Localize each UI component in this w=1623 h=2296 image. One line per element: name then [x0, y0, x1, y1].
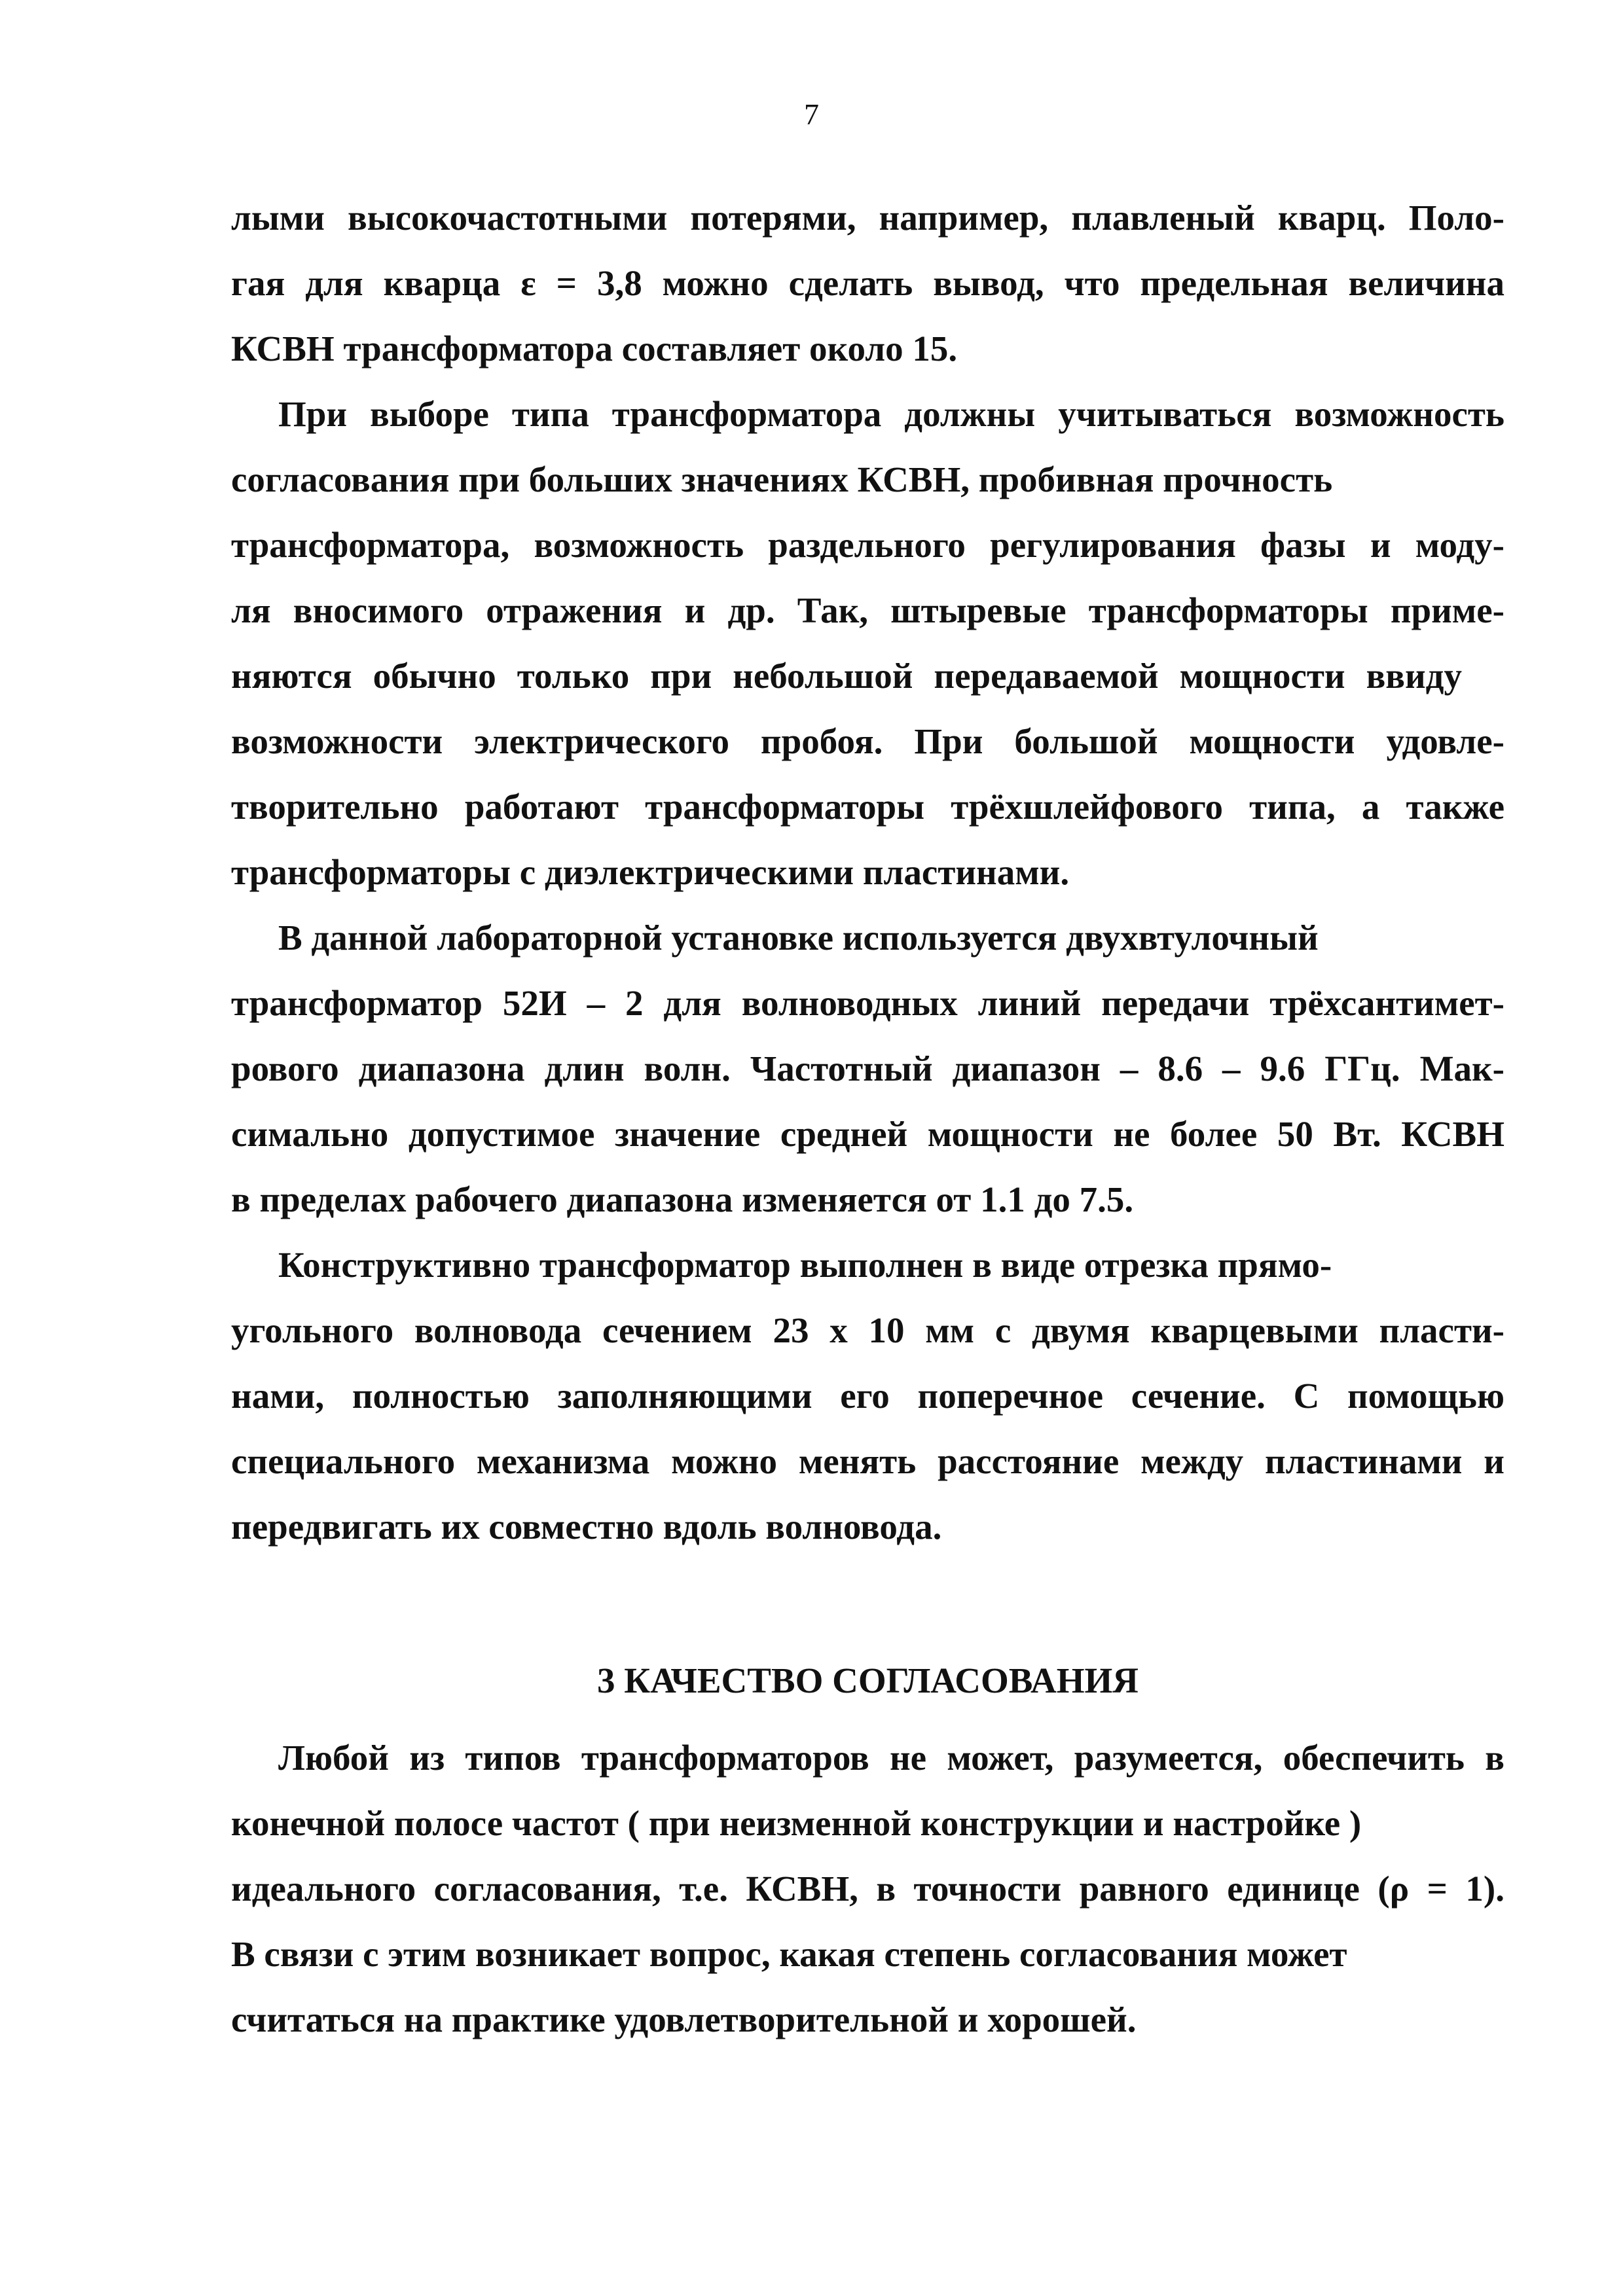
text-line-content: При выборе типа трансформатора должны учитываться возможность	[278, 394, 1504, 434]
text-line: согласования при больших значениях КСВН, пробивная прочность	[231, 459, 1333, 499]
text-line: КСВН трансформатора составляет около 15.	[231, 329, 958, 368]
text-line	[231, 382, 1504, 447]
text-line: трансформаторы с диэлектрическими пластинами.	[231, 852, 1070, 892]
text-line: творительно работают трансформаторы трёхшлейфового типа, а также	[231, 787, 1504, 827]
text-line: нами, полностью заполняющими его поперечное сечение. С помощью	[231, 1376, 1504, 1416]
paragraph-construction	[231, 1232, 1504, 1560]
text-line: лыми высокочастотными потерями, например, плавленый кварц. Поло-	[231, 198, 1504, 238]
section-title: 3 КАЧЕСТВО СОГЛАСОВАНИЯ	[596, 1660, 1139, 1700]
text-line-content: В данной лабораторной установке используется двухвтулочный	[278, 918, 1319, 958]
text-line: гая для кварца ε = 3,8 можно сделать вывод, что предельная величина	[231, 263, 1504, 303]
paragraph-transformer-choice	[231, 382, 1504, 905]
page-body	[231, 185, 1504, 2053]
text-line: симально допустимое значение средней мощности не более 50 Вт. КСВН	[231, 1114, 1504, 1154]
text-line: няются обычно только при небольшой передаваемой мощности ввиду	[231, 656, 1462, 696]
text-line	[231, 1232, 1504, 1298]
text-line: передвигать их совместно вдоль волновода.	[231, 1507, 942, 1547]
text-line: рового диапазона длин волн. Частотный диапазон – 8.6 – 9.6 ГГц. Мак-	[231, 1049, 1504, 1088]
text-line	[231, 905, 1504, 971]
text-line-content: Любой из типов трансформаторов не может, разумеется, обеспечить в	[278, 1738, 1504, 1778]
text-line-content: Конструктивно трансформатор выполнен в виде отрезка прямо-	[278, 1245, 1332, 1285]
text-line: трансформатора, возможность раздельного регулирования фазы и моду-	[231, 525, 1504, 565]
paragraph-matching-quality	[231, 1725, 1504, 2053]
text-line: конечной полосе частот ( при неизменной конструкции и настройке )	[231, 1803, 1362, 1843]
paragraph-lab-setup	[231, 905, 1504, 1232]
text-line: идеального согласования, т.е. КСВН, в точности равного единице (ρ = 1).	[231, 1869, 1504, 1909]
text-line: трансформатор 52И – 2 для волноводных линий передачи трёхсантимет-	[231, 983, 1504, 1023]
text-line: угольного волновода сечением 23 х 10 мм с двумя кварцевыми пласти-	[231, 1310, 1504, 1350]
text-line: специального механизма можно менять расстояние между пластинами и	[231, 1441, 1504, 1481]
paragraph-continuation	[231, 185, 1504, 382]
text-line: возможности электрического пробоя. При большой мощности удовле-	[231, 721, 1504, 761]
text-line	[231, 1725, 1504, 1791]
text-line: ля вносимого отражения и др. Так, штыревые трансформаторы приме-	[231, 590, 1504, 630]
page-number: 7	[804, 98, 819, 131]
text-line: в пределах рабочего диапазона изменяется от 1.1 до 7.5.	[231, 1179, 1134, 1219]
text-line: считаться на практике удовлетворительной и хорошей.	[231, 2000, 1137, 2039]
text-line: В связи с этим возникает вопрос, какая степень согласования может	[231, 1934, 1347, 1974]
